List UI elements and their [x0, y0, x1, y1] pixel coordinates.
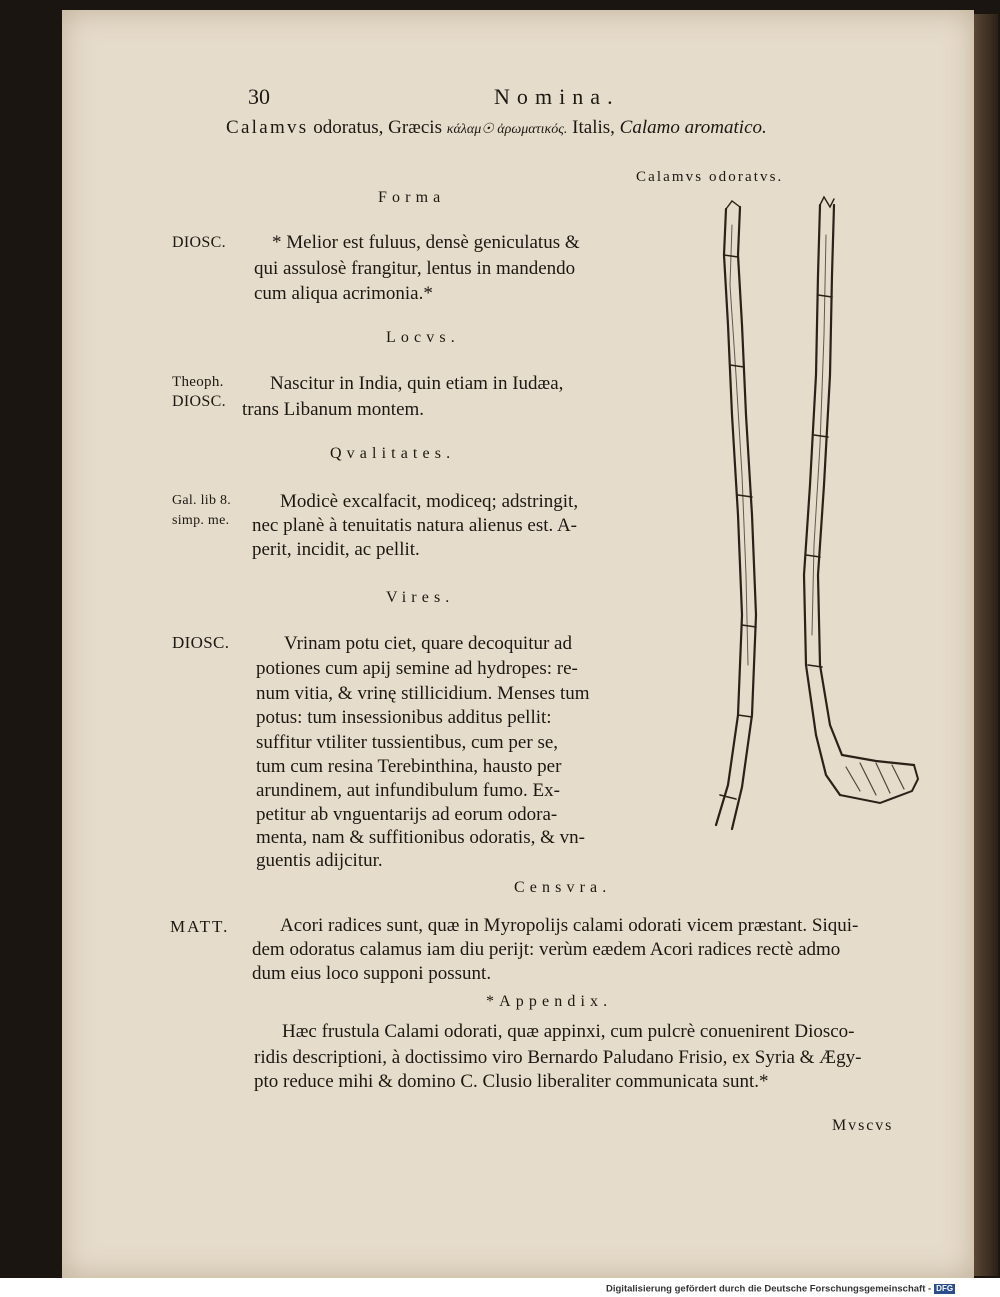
- digitization-footer: [606, 1284, 955, 1294]
- source-censura: MATT.: [170, 917, 230, 936]
- source-forma: DIOSC.: [172, 234, 226, 251]
- vires-line-8: petitur ab vnguentarijs ad eorum odora-: [256, 804, 558, 825]
- appendix-line-1: Hæc frustula Calami odorati, quæ appinxi, cum pulcrè conuenirent Diosco-: [282, 1021, 855, 1042]
- source-locus-2: DIOSC.: [172, 393, 226, 410]
- latin-name: Calamvs: [226, 117, 309, 138]
- censura-line-2: dem odoratus calamus iam diu perijt: verùm eædem Acori radices rectè admo: [252, 939, 841, 960]
- page-edge: [974, 14, 998, 1276]
- catchword: Mvscvs: [832, 1117, 894, 1134]
- heading-forma: Forma: [378, 189, 446, 206]
- heading-appendix: *Appendix.: [486, 993, 613, 1010]
- source-qualitates-2: simp. me.: [172, 513, 230, 528]
- vires-line-7: arundinem, aut infundibulum fumo. Ex-: [256, 780, 560, 801]
- heading-censura: Censvra.: [514, 879, 612, 896]
- vires-line-4: potus: tum insessionibus additus pellit:: [256, 707, 552, 728]
- qualitates-line-1: Modicè excalfacit, modiceq; adstringit,: [280, 491, 579, 512]
- source-locus-1: Theoph.: [172, 374, 224, 390]
- censura-line-1: Acori radices sunt, quæ in Myropolijs calami odorati vicem præstant. Siqui-: [280, 915, 859, 936]
- source-qualitates-1: Gal. lib 8.: [172, 493, 232, 508]
- heading-locus: Locvs.: [386, 329, 460, 346]
- locus-line-1: Nascitur in India, quin etiam in Iudæa,: [270, 373, 564, 394]
- vires-line-3: num vitia, & vrinę stillicidium. Menses tum: [256, 683, 590, 704]
- vires-line-2: potiones cum apij semine ad hydropes: re-: [256, 658, 578, 679]
- latin-rest: odoratus, Græcis: [308, 117, 447, 138]
- vires-line-5: suffitur vtiliter tussientibus, cum per se,: [256, 732, 559, 753]
- reed-right: [804, 197, 918, 803]
- source-vires: DIOSC.: [172, 633, 230, 652]
- appendix-line-2: ridis descriptioni, à doctissimo viro Bernardo Paludano Frisio, ex Syria & Ægy-: [254, 1047, 862, 1068]
- forma-line-2: qui assulosè frangitur, lentus in mandendo: [254, 258, 576, 279]
- dfg-logo: DFG: [936, 1284, 954, 1293]
- vires-line-10: guentis adijcitur.: [256, 850, 383, 871]
- italian-prefix: Italis,: [567, 117, 620, 138]
- forma-line-1: * Melior est fuluus, densè geniculatus &: [272, 232, 580, 253]
- heading-vires: Vires.: [386, 589, 455, 606]
- italian-name: Calamo aromatico.: [619, 117, 767, 138]
- calamus-illustration: [680, 195, 940, 845]
- page-number: 30: [248, 84, 270, 109]
- forma-line-3: cum aliqua acrimonia.*: [254, 283, 433, 304]
- vires-line-6: tum cum resina Terebinthina, hausto per: [256, 756, 562, 777]
- vires-line-1: Vrinam potu ciet, quare decoquitur ad: [284, 633, 572, 654]
- censura-line-3: dum eius loco supponi possunt.: [252, 963, 492, 984]
- vires-line-9: menta, nam & suffitionibus odoratis, & vn-: [256, 827, 585, 848]
- footer-text: Digitalisierung gefördert durch die Deutsche Forschungsgemeinschaft -: [606, 1283, 932, 1295]
- appendix-line-3: pto reduce mihi & domino C. Clusio liberaliter communicata sunt.*: [254, 1071, 769, 1092]
- nomina-line: [226, 118, 767, 137]
- qualitates-line-3: perit, incidit, ac pellit.: [252, 539, 420, 560]
- reed-left: [716, 201, 756, 829]
- locus-line-2: trans Libanum montem.: [242, 399, 425, 420]
- qualitates-line-2: nec planè à tenuitatis natura alienus est. A-: [252, 515, 577, 536]
- figure-caption: Calamvs odoratvs.: [636, 169, 784, 185]
- running-title: Nomina.: [494, 84, 620, 109]
- heading-qualitates: Qvalitates.: [330, 445, 456, 462]
- greek-name: κάλαμ☉ ἀρωματικός.: [446, 122, 568, 137]
